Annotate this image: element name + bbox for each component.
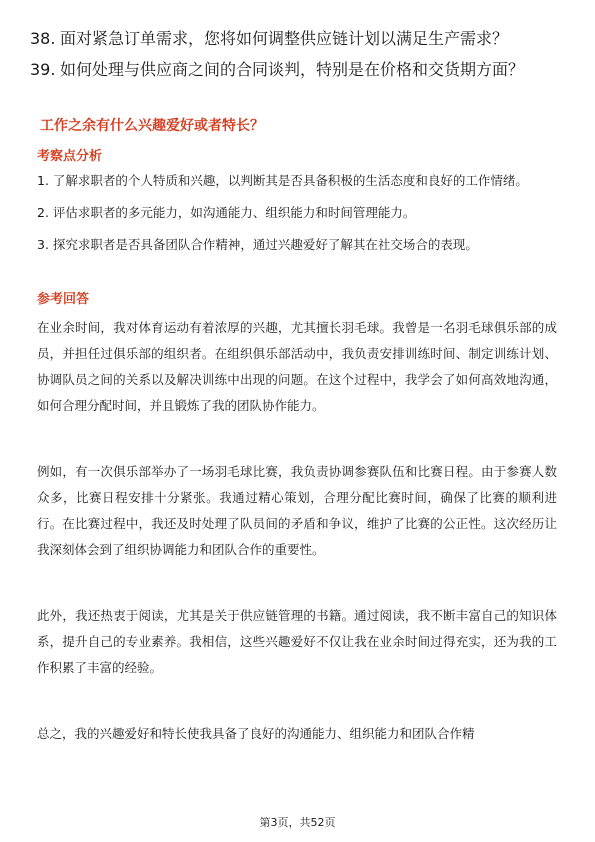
- question-text: 如何处理与供应商之间的合同谈判，特别是在价格和交货期方面？: [60, 60, 525, 79]
- analysis-item: 3. 探究求职者是否具备团队合作精神，通过兴趣爱好了解其在社交场合的表现。: [37, 237, 478, 252]
- question-39: [30, 57, 570, 83]
- answer-body: [37, 315, 557, 787]
- analysis-heading: 考察点分析: [37, 149, 103, 164]
- analysis-item: 2. 评估求职者的多元能力，如沟通能力、组织能力和时间管理能力。: [37, 205, 416, 220]
- question-number: 38.: [30, 29, 56, 48]
- page-footer: 第3页，共52页: [259, 816, 336, 829]
- analysis-item: 1. 了解求职者的个人特质和兴趣，以判断其是否具备积极的生活态度和良好的工作情绪。: [37, 173, 528, 188]
- answer-paragraph: 在业余时间，我对体育运动有着浓厚的兴趣，尤其擅长羽毛球。我曾是一名羽毛球俱乐部的成员，并担任过俱乐部的组织者。在组织俱乐部活动中，我负责安排训练时间、制定训练计划、协调队员之间的关系以及解决训练中出现的问题。在这个过程中，我学会了如何高效地沟通，如何合理分配时间，并且锻炼了我的团队协作能力。: [37, 320, 557, 413]
- answer-paragraph: 例如，有一次俱乐部举办了一场羽毛球比赛，我负责协调参赛队伍和比赛日程。由于参赛人数众多，比赛日程安排十分紧张。我通过精心策划，合理分配比赛时间，确保了比赛的顺利进行。在比赛过程中，我还及时处理了队员间的矛盾和争议，维护了比赛的公正性。这次经历让我深刻体会到了组织协调能力和团队合作的重要性。: [37, 464, 557, 557]
- question-text: 面对紧急订单需求，您将如何调整供应链计划以满足生产需求？: [60, 29, 509, 48]
- answer-paragraph: 此外，我还热衷于阅读，尤其是关于供应链管理的书籍。通过阅读，我不断丰富自己的知识体系，提升自己的专业素养。我相信，这些兴趣爱好不仅让我在业余时间过得充实，还为我的工作积累了丰富的经验。: [37, 608, 557, 675]
- answer-paragraph: 总之，我的兴趣爱好和特长使我具备了良好的沟通能力、组织能力和团队合作精: [37, 726, 475, 741]
- section-title: 工作之余有什么兴趣爱好或者特长？: [40, 118, 264, 134]
- question-38: [30, 26, 570, 52]
- analysis-list: [37, 168, 557, 264]
- answer-heading: 参考回答: [37, 292, 90, 307]
- question-number: 39.: [30, 60, 56, 79]
